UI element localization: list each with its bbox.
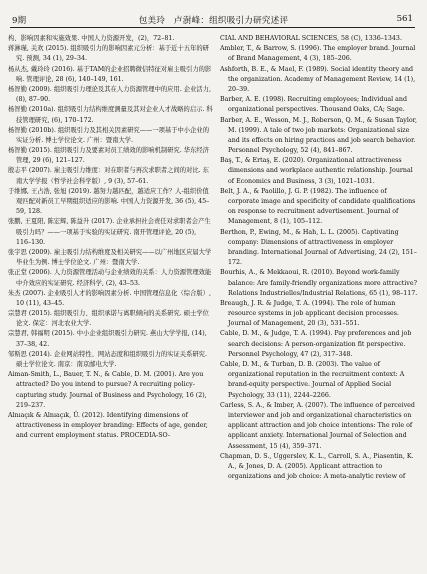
running-header bbox=[0, 0, 427, 34]
reference-entry: 张正堂 (2006). 人力资源管理活动与企业绩效的关系：人力资源管理效能中介效应的实证研究. 经济科学, (2), 43–53. bbox=[8, 269, 212, 287]
reference-entry: 邹斯思 (2014). 企业网站特性、网站态度和组织吸引力的实证关系研究. 硕士学位论文. 南京：南京邮电大学. bbox=[8, 350, 207, 368]
reference-entry: Berthon, P., Ewing, M., & Hah, L. L. (2005). Captivating company: Dimensions of attractiveness in employer branding. International Journal of Advertising, 24 (2), 151–172. bbox=[220, 228, 417, 267]
reference-entry: 张鹏, 王夏阳, 陈宏辉, 陈益升 (2017). 企业承担社会责任对求职者会产生吸引力吗？——一项基于实验的实证研究. 南开管理评论, 20 (5), 116–130. bbox=[8, 218, 211, 246]
issue-label: 9期 bbox=[12, 16, 27, 26]
running-title: 包美玲 卢澍峰：组织吸引力研究述评 bbox=[138, 16, 289, 26]
page-number: 561 bbox=[396, 14, 413, 24]
reference-entry: 朱杰 (2007). 企业吸引人才的影响因素分析. 中国管理信息化（综合版）, 10 (11), 43–45. bbox=[8, 289, 211, 307]
reference-entry: 蒋淋瑾, 关欢 (2015). 组织吸引力的影响因素元分析：基于近十五年的研究. 预测, 34 (1), 29–34. bbox=[8, 45, 209, 63]
right-reference-column bbox=[220, 34, 418, 482]
reference-entry: CIAL AND BEHAVIORAL SCIENCES, 58 (C), 1336–1343. bbox=[220, 35, 402, 42]
reference-entry: 杨从杰, 戴玲玲 (2016). 基于TAM的企业招聘微信特征对雇主吸引力的影响. 管理评论, 28 (6), 140–149, 161. bbox=[8, 65, 212, 83]
reference-entry: 杨智勤 (2010b). 组织吸引力及其相关因素研究——一项基于中小企业的实证分析. 博士学位论文. 广州：暨南大学. bbox=[8, 126, 209, 144]
reference-entry: 构、影响因素和实施效果. 中国人力资源开发，(2)，72–81. bbox=[8, 35, 175, 42]
reference-entry: 殷志平 (2007). 雇主吸引力维度：对在职者与再次求职者之间的对比. 东南大学学报（哲学社会科学版）, 9 (3), 57–61. bbox=[8, 167, 209, 185]
reference-entry: Barber, A. E., Wesson, M. J., Roberson, Q. M., & Susan Taylor, M. (1999). A tale of two job markets: Organizational size and its effects on hiring practices and job search behavior. Personnel Psychology, 52 (4), 841–867. bbox=[220, 116, 417, 155]
reference-entry: 张宇思 (2009). 雇主吸引力结构维度及相关研究——以广州地区应届大学毕业生为例. 博士学位论文. 广州：暨南大学. bbox=[8, 248, 212, 267]
reference-entry: 于维娜, 王占浩, 张旭 (2019). 越努力越匹配，越适应工作？人-组织价值观匹配对新员工早期组织适应的影响. 中国人力资源开发, 36 (5), 45–59, 128. bbox=[8, 187, 210, 216]
reference-entry: Belt, J. A., & Paolillo, J. G. P. (1982). The influence of corporate image and specificity of candidate qualifications on response to recruitment advertisement. Journal of Management, 8 (1), 105–112. bbox=[220, 187, 416, 226]
reference-entry: Carless, S. A., & Imber, A. (2007). The influence of perceived interviewer and job and organizational characteristics on applicant attraction and job choice intentions: The role of applicant anxiety. International Journal of Selection and Assessment, 15 (4), 359–371. bbox=[220, 401, 415, 450]
reference-entry: 杨智勤 (2015). 组织吸引力及要素对员工绩效的影响机制研究. 华东经济管理, 29 (6), 121–127. bbox=[8, 147, 209, 165]
reference-entry: Bourhis, A., & Mekkaoui, R. (2010). Beyond work-family balance: Are family-friendly organizations more attractive? Relations Industrielles/Industrial Relations, 65 (1), 98–117. bbox=[220, 269, 418, 297]
reference-entry: Baş, T., & Ertaş, E. (2020). Organizational attractiveness dimensions and workplace authentic relationship. Journal of Economics and Business, 3 (3), 1021–1031. bbox=[220, 157, 413, 185]
reference-entry: 杨智勤 (2009). 组织吸引力理论及其在人力资源管理中的应用. 企业活力, (8), 87–90. bbox=[8, 85, 211, 104]
reference-entry: 宗慧君, 韩福明 (2015). 中小企业组织吸引力研究. 燕山大学学报, (14), 37–38, 42. bbox=[8, 330, 207, 348]
reference-entry: Chapman, D. S., Uggerslev, K. L., Carroll, S. A., Piasentin, K. A., & Jones, D. A. (2005). Applicant attraction to organizations and job choice: A meta-analytic review of bbox=[220, 452, 414, 481]
reference-entry: Aiman-Smith, L., Bauer, T. N., & Cable, D. M. (2001). Are you attracted? Do you intend to pursue? A recruiting policy-capturing study. Journal of Business and Psychology, 16 (2), 219–237. bbox=[8, 371, 207, 409]
reference-entry: Ambler, T., & Barrow, S. (1996). The employer brand. Journal of Brand Management, 4 (3), 185–206. bbox=[220, 45, 416, 63]
reference-entry: 杨智勤 (2010a). 组织吸引力结构维度测量及其对企业人才战略的启示. 科技管理研究, (6), 170–172. bbox=[8, 106, 213, 124]
reference-entry: 宗慧君 (2015). 组织吸引力、组织承诺与离职倾向的关系研究. 硕士学位论文. 保定：河北农业大学. bbox=[8, 310, 209, 328]
reference-entry: Alnıaçık & Alnıaçık, Ü. (2012). Identifying dimensions of attractiveness in employer branding: Effects of age, gender, and current employment status. PROCEDIA-SO- bbox=[8, 411, 208, 440]
reference-entry: Barber, A. E. (1998). Recruiting employees; Individual and organizational perspectives. Thousand Oaks, CA; Sage. bbox=[220, 96, 408, 114]
header-rule bbox=[10, 27, 415, 28]
reference-entry: Breaugh, J. R. & Judge, T. A. (1994). The role of human resource systems in job applicant decision processes. Journal of Management, 20 (3), 531–551. bbox=[220, 299, 400, 328]
reference-entry: Cable, D. M., & Turban, D. B. (2003). The value of organizational reputation in the recruitment context: A brand-equity perspective. Journal of Applied Social Psychology, 33 (11), 2244–2266. bbox=[220, 361, 405, 399]
reference-entry: Cable, D. M., & Judge, T. A. (1994). Pay preferences and job search decisions: A person-organization fit perspective. Personnel Psychology, 47 (2), 317–348. bbox=[220, 330, 412, 358]
reference-entry: Ashforth, B. E., & Mael, F. (1989). Social identity theory and the organization. Academy of Management Review, 14 (1), 20–39. bbox=[220, 65, 416, 93]
left-reference-column bbox=[8, 34, 213, 442]
